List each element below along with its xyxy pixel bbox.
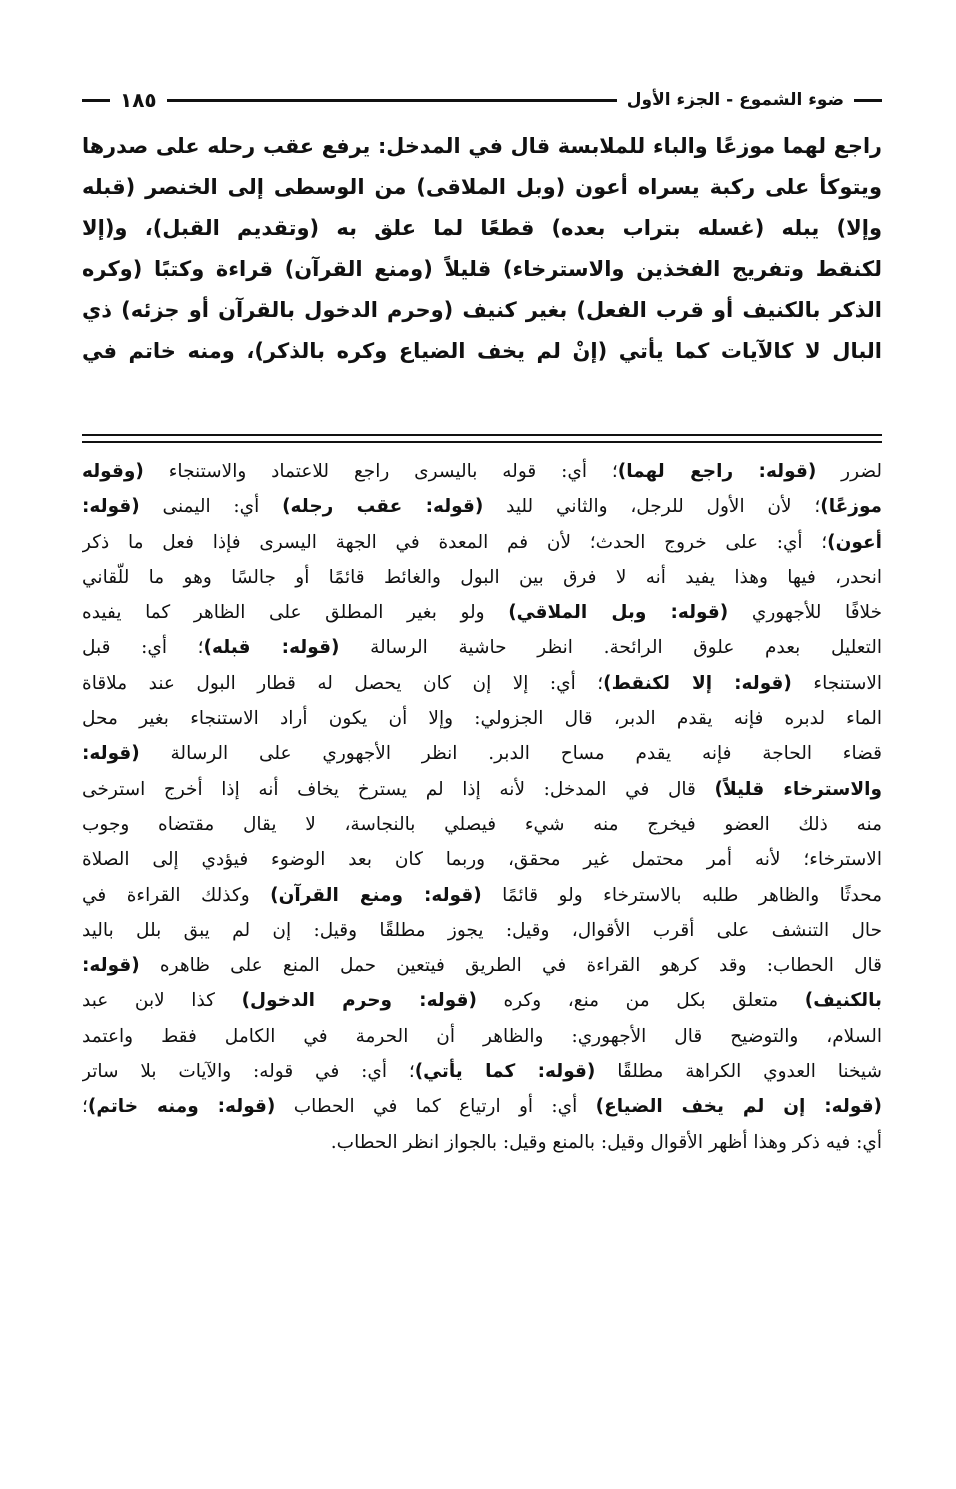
note-line (82, 948, 882, 983)
note-lemma: (وقوله (82, 461, 144, 482)
note-lemma: (قوله: (82, 743, 140, 765)
note-text: شيخنا العدوي الكراهة مطلقًا (595, 1061, 882, 1083)
note-lemma: والاسترخاء قليلاً) (714, 778, 882, 800)
note-text: ؛ أي: قبل (82, 637, 204, 659)
note-lemma: (قوله: إن لم يخف الضياع) (595, 1096, 882, 1118)
note-lemma: (قوله: إلا لكنقط) (603, 672, 792, 694)
note-line (82, 454, 882, 489)
note-text: ؛ أي: في قوله: والآيات بلا ساتر (82, 1061, 415, 1083)
page-number: ١٨٥ (120, 88, 157, 112)
note-text: ؛ أي: إلا إن كان يحصل له قطار البول عند ملاقاة (82, 672, 604, 694)
note-lemma: أعون) (827, 531, 882, 553)
footnote-separator (82, 434, 882, 436)
note-text: قال الحطاب: وقد كرهو القراءة في الطريق فيتعين حمل المنع على ظاهره (139, 955, 882, 977)
note-text: محدثًا والظاهر طلبه بالاسترخاء ولو قائمًا (481, 884, 882, 906)
note-text: أي: فيه ذكر وهذا أظهر الأقوال وقيل: بالمنع وقيل: بالجواز انظر الحطاب. (330, 1131, 882, 1153)
note-text: ؛ لأن الأول للرجل، والثاني لليد (483, 496, 821, 518)
note-text: حال التنشف على أقرب الأقوال، وقيل: يجوز مطلقًا وقيل: إن لم يبق بلل باليد (82, 919, 882, 941)
note-line (82, 1089, 882, 1124)
note-line (82, 807, 882, 842)
note-line (82, 560, 882, 595)
running-title: ضوء الشموع - الجزء الأول (626, 90, 844, 110)
main-text-line: وإلا) يبله (غسله بتراب بعده) قطعًا لما علق به (وتقديم القبل)، و(إلا (82, 216, 882, 240)
note-lemma: (قوله: ومنع القرآن) (270, 884, 482, 906)
note-lemma: (قوله: كما يأتي) (414, 1061, 596, 1083)
note-text: ؛ أي: على خروج الحدث؛ لأن فم المعدة في الجهة اليسرى فإذا فعل ما ذكر (82, 531, 828, 553)
note-text: الاسترخاء؛ لأنه أمر محتمل غير محقق، وربما كان بعد الوضوء فيؤدي إلى الصلاة (82, 849, 882, 871)
header-dash (854, 99, 882, 102)
main-text-line: راجع لهما موزعًا والباء للملابسة قال في المدخل: يرفع عقب رحله على صدرها (82, 134, 882, 158)
note-text: أي: اليمنى (139, 496, 283, 518)
note-line (82, 666, 882, 701)
note-text: ولو بغير المطلق على الظاهر كما يفيده (82, 602, 509, 624)
note-line (82, 913, 882, 948)
note-line (82, 1019, 882, 1054)
note-text: ؛ (82, 1096, 88, 1118)
note-text: متعلق بكل من منع، وكره (476, 990, 805, 1012)
note-line (82, 736, 882, 771)
note-line (82, 983, 882, 1018)
note-lemma: بالكنيف) (804, 990, 882, 1012)
note-text: كذا لابن عبد (82, 990, 242, 1012)
note-text: قال في المدخل: لأنه إذا لم يسترخ يخاف أنه إذا أخرج استرخى (82, 778, 715, 800)
header-rule (167, 99, 617, 102)
note-lemma: (قوله: ومنه خاتم) (87, 1096, 276, 1118)
note-lemma: (قوله: وبل الملاقي) (508, 602, 729, 624)
page-header (82, 82, 882, 118)
note-text: وكذلك القراءة في (82, 884, 271, 906)
note-text: السلام، والتوضيح قال الأجهوري: والظاهر أن الحرمة في الكامل فقط واعتمد (82, 1025, 882, 1047)
note-line (82, 525, 882, 560)
commentary-notes (82, 454, 882, 1160)
note-line (82, 1054, 882, 1089)
note-line (82, 1125, 882, 1160)
note-lemma: (قوله: (82, 496, 140, 518)
note-lemma: (قوله: وحرم الدخول) (241, 990, 477, 1012)
note-line (82, 595, 882, 630)
note-lemma: (قوله: (82, 955, 140, 977)
note-text: انحدر، فيها وهذا يفيد أنه لا فرق بين البول والغائط قائمًا أو جالسًا وهو ما للّقاني (82, 566, 882, 588)
note-text: منه ذلك العضو فيخرج منه شيء فيصلي بالنجاسة، لا يقال مقتضاه وجوب (82, 813, 882, 835)
note-lemma: (قوله: عقب رجله) (282, 496, 484, 518)
note-line (82, 772, 882, 807)
note-text: التعليل بعدم علوق الرائحة. انظر حاشية الرسالة (339, 637, 882, 659)
note-text: أي: أو ارتياع كما في الحطاب (275, 1096, 596, 1118)
main-text-line: الذكر بالكنيف أو قرب الفعل) بغير كنيف (وحرم الدخول بالقرآن أو جزئه) ذي (82, 298, 882, 322)
main-text (82, 126, 882, 372)
note-text: الماء لدبره فإنه يقدم الدبر، قال الجزولي: وإلا أن يكون أراد الاستنجاء بغير محل (82, 708, 882, 730)
note-line (82, 630, 882, 665)
note-text: قضاء الحاجة فإنه يقدم مساح الدبر. انظر الأجهوري على الرسالة (139, 743, 882, 765)
note-text: خلافًا للأجهوري (728, 602, 882, 624)
note-line (82, 842, 882, 877)
main-text-line: ويتوكأ على ركبة يسراه أعون (وبل الملاقى) من الوسطى إلى الخنصر (قبله (82, 175, 882, 199)
main-text-line: لكنقط وتفريج الفخذين والاسترخاء) قليلاً (ومنع القرآن) قراءة وكتبًا (وكره (82, 257, 882, 281)
note-line (82, 489, 882, 524)
note-lemma: (قوله: قبله) (203, 637, 340, 659)
note-line (82, 701, 882, 736)
note-text: ؛ أي: قوله باليسرى راجع للاعتماد والاستنجاء (143, 461, 618, 482)
note-text: لضرر (816, 461, 882, 482)
header-dash (82, 99, 110, 102)
note-text: الاستنجاء (791, 672, 882, 694)
note-line (82, 878, 882, 913)
main-text-line: البال لا كالآيات كما يأتي (إنْ لم يخف الضياع وكره بالذكر)، ومنه خاتم في (82, 339, 882, 363)
note-lemma: موزعًا) (820, 496, 882, 518)
note-lemma: (قوله: راجع لهما) (617, 461, 817, 482)
footnote-separator (82, 441, 882, 443)
